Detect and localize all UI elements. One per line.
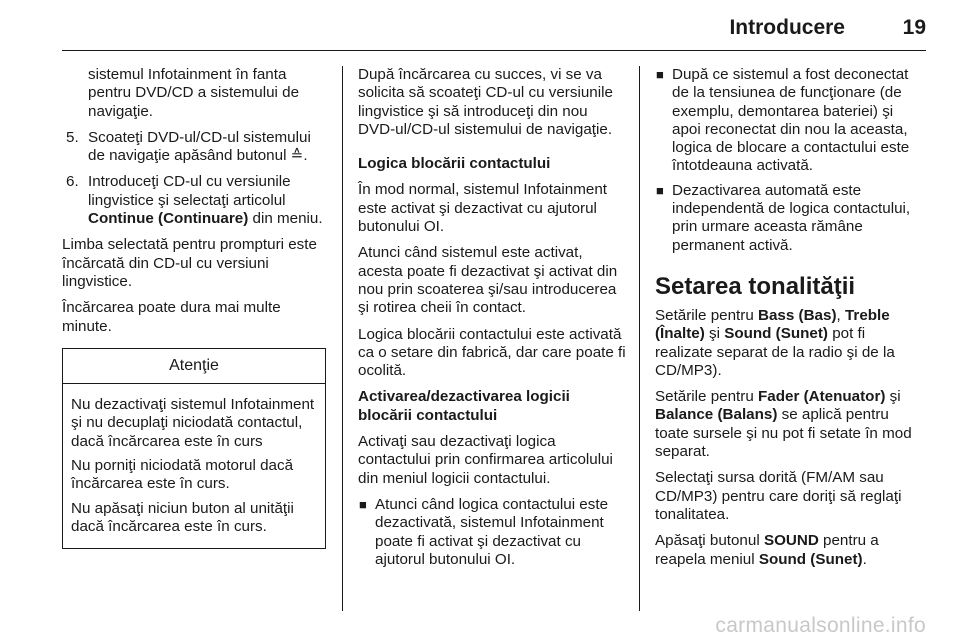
list-number: 6. xyxy=(66,173,79,191)
column-2 xyxy=(358,66,628,575)
paragraph: Atunci când sistemul este activat, acesta poate fi dezactivat şi activat din nou prin scoaterea şi/sau introducerea şi rotirea cheii în contact. xyxy=(358,244,618,317)
list-text: din meniu. xyxy=(248,210,323,228)
column-1 xyxy=(62,66,326,549)
paragraph: Încărcarea poate dura mai multe minute. xyxy=(62,299,281,335)
text: pentru a reapela meniul xyxy=(655,532,879,568)
caution-title: Atenţie xyxy=(63,349,325,384)
subheading: Logica blocării contactului xyxy=(358,155,551,173)
setting-name: Fader (Atenuator) xyxy=(758,388,886,406)
paragraph: Logica blocării contactului este activată ca o setare din fabrică, dar care poate fi ocolită. xyxy=(358,325,626,380)
paragraph xyxy=(655,388,925,461)
setting-name: Treble (Înalte) xyxy=(655,306,890,343)
setting-name: Sound (Sunet) xyxy=(724,325,828,343)
bullet-text: Dezactivarea automată este independentă de logica contactului, prin urmare aceasta rămâne permanent activă. xyxy=(672,181,911,254)
caution-text: Nu apăsaţi niciun buton al unităţii dacă încărcarea este în curs. xyxy=(71,499,294,535)
subheading: Activarea/dezactivarea logicii blocării contactului xyxy=(358,388,570,424)
list-item xyxy=(62,129,326,166)
paragraph xyxy=(655,532,925,569)
watermark-text: carmanualsonline.info xyxy=(715,614,926,637)
caution-body xyxy=(63,384,325,548)
bullet-text: Atunci când logica contactului este dezactivată, sistemul Infotainment poate fi activat şi dezactivat cu ajutorul butonului OI. xyxy=(375,495,609,568)
caution-text: Nu porniţi niciodată motorul dacă încărcarea este în curs. xyxy=(71,457,294,493)
list-text: Scoateţi DVD-ul/CD-ul sistemului de navigaţie apăsând butonul ≙. xyxy=(88,128,311,165)
setting-name: Bass (Bas) xyxy=(758,306,837,324)
bullet-square-icon: ■ xyxy=(656,67,664,82)
list-text: Introduceţi CD-ul cu versiunile lingvistice şi selectaţi articolul xyxy=(88,173,291,209)
column-divider xyxy=(639,66,640,611)
paragraph: Limba selectată pentru prompturi este încărcată din CD-ul cu versiuni lingvistice. xyxy=(62,236,317,290)
setting-name: Balance (Balans) xyxy=(655,406,778,424)
bullet-square-icon: ■ xyxy=(656,182,664,198)
list-item xyxy=(62,173,326,228)
header-rule xyxy=(62,50,926,51)
text: pot fi realizate separat de la radio şi de la CD/MP3). xyxy=(655,325,895,379)
text: Apăsaţi butonul xyxy=(655,532,764,550)
bullet-square-icon: ■ xyxy=(359,496,367,512)
text: , xyxy=(836,306,845,324)
paragraph: Selectaţi sursa dorită (FM/AM sau CD/MP3) pentru care doriţi să reglaţi tonalitatea. xyxy=(655,469,902,523)
list-number: 5. xyxy=(66,128,79,146)
paragraph: Activaţi sau dezactivaţi logica contactului prin confirmarea articolului din meniul logicii contactului. xyxy=(358,433,613,487)
column-3 xyxy=(655,66,925,577)
bullet-item xyxy=(655,182,925,255)
page-header xyxy=(0,0,960,50)
bullet-text: După ce sistemul a fost deconectat de la tensiunea de funcţionare (de exemplu, demontarea bateriei) şi apoi reconectat din nou la aceasta, logica de blocare a contactului este întotdeauna activată. xyxy=(672,66,910,175)
bullet-item xyxy=(358,496,628,569)
text: Setările pentru xyxy=(655,306,758,324)
caution-text: Nu dezactivaţi sistemul Infotainment şi nu decuplaţi niciodată contactul, dacă încărcarea este în curs xyxy=(71,396,315,450)
menu-item-name: Continue (Continuare) xyxy=(88,210,249,228)
menu-name: Sound (Sunet) xyxy=(758,550,863,568)
header-title: Introducere xyxy=(729,16,845,39)
section-title: Setarea tonalităţii xyxy=(655,272,856,300)
paragraph xyxy=(655,307,925,380)
text: şi xyxy=(885,388,901,406)
paragraph: În mod normal, sistemul Infotainment este activat şi dezactivat cu ajutorul butonului OI. xyxy=(358,181,608,236)
paragraph: După încărcarea cu succes, vi se va solicita să scoateţi CD-ul cu versiunile lingvistice şi să introduceţi din nou DVD-ul/CD-ul sistemului de navigaţie. xyxy=(358,66,613,138)
column-divider xyxy=(342,66,343,611)
text: . xyxy=(862,550,867,568)
bullet-item xyxy=(655,66,925,176)
caution-box xyxy=(62,348,326,549)
page-number: 19 xyxy=(902,16,926,39)
list-item-continuation: sistemul Infotainment în fanta pentru DVD/CD a sistemului de navigaţie. xyxy=(88,66,300,120)
text: se aplică pentru toate sursele şi nu pot fi setate în mod separat. xyxy=(655,406,912,461)
text: Setările pentru xyxy=(655,388,758,406)
text: şi xyxy=(704,325,725,343)
button-name: SOUND xyxy=(763,532,819,550)
